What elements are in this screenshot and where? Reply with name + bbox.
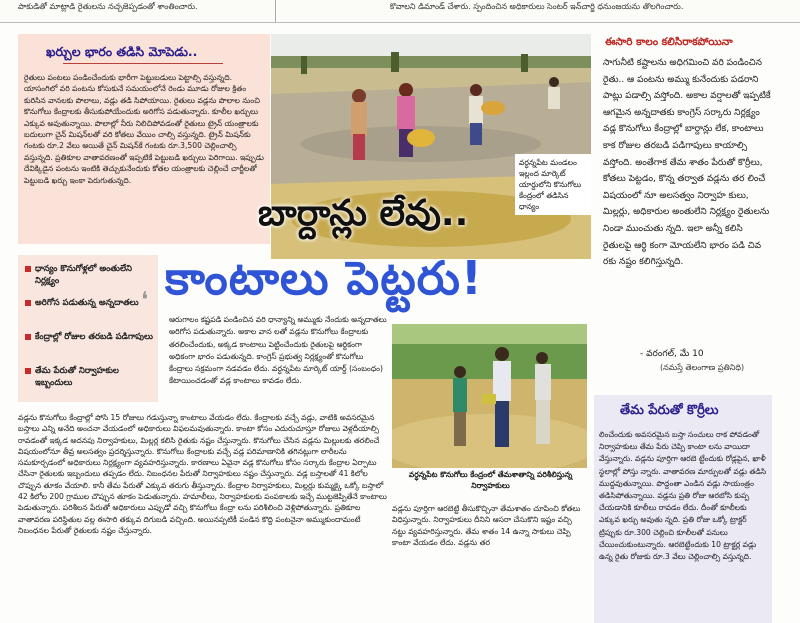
- bullet-item: కేంద్రాల్లో రోజుల తరబడి పడిగాపులు: [25, 331, 153, 343]
- strip-left-text: పాకుడితో మాట్లాడి రైతులను నచ్చజెప్పడంతో శాంతించారు.: [18, 2, 198, 11]
- bullet-item: తేమ పేరుతో నిర్వాహకుల ఇబ్బందులు: [25, 365, 153, 389]
- bullet-item: ధాన్యం కొనుగోళ్లలో అంతులేని నిర్లక్ష్యం: [25, 263, 153, 287]
- highlights-box: [18, 255, 158, 402]
- photo-caption: వర్ధన్నపేట మండలం ఇల్లంద మార్కెట్ యార్డులోని కొనుగోలు కేంద్రంలో తడిసిన ధాన్యం: [515, 154, 591, 215]
- expenses-sidebar: [18, 34, 270, 244]
- right-column-heading: ఈసారి కాలం కలిసిరాకపోయినా: [605, 36, 733, 48]
- dateline: - వరంగల్, మే 10: [640, 349, 704, 359]
- headline-line2: కాంటాలు పెట్టరు!: [165, 251, 483, 305]
- moisture-title: తేమ పేరుతో కొర్రీలు: [620, 403, 719, 418]
- photo2-caption: వర్ధన్నపేట కొనుగోలు కేంద్రంలో తేమశాతాన్ని పరిశీలిస్తున్న నిర్వాహకులు: [408, 470, 573, 490]
- strip-right-text: కొవాలని డిమాండ్ చేశారు. స్పందించిన అధికారులు సెంటర్ ఇన్‌చార్జి ధనుంజయను తొలగించారు.: [390, 2, 684, 11]
- moisture-body: లించేందుకు అవసరమైన బస్తా సంచులు రాక పోవడంతో నిర్వాహకులు తేమ పేరు చెప్పి కాంటా లను వాయిదా వేస్తున్నారు. వడ్లను పూర్తిగా ఆరబె ట్టేందుకు రోడ్లపైన, ఖాళీ స్థలాల్లో పోస్తు న్నారు. వాతావరణ మార్పులతో వడ్లు తడిసి ముద్దవుతున్నాయి. పొద్దంతా ఎండిన వడ్లు సాయంత్రం తడిసిపోతున్నాయి. వడ్లను ప్రతి రోజు ఆరబోసి కుప్ప చేయడానికి కూలీలు రావడం లేదు. దీంతో కూలీలకు ఎక్కువ ఖర్చు అవుతు న్నది. ప్రతి రోజు ఒక్కో ట్రాక్టర్ ట్రిప్పుకు రూ.300 చెల్లించి కూలీలతో పనులు చేయించుకుంటున్నారు. ఆరబెట్టేందుకు 10 ట్రాక్టర్ల వడ్లు ఉన్న రైతు రోజుకు రూ.3 వేలు చెల్లించాల్సి వస్తున్నది.: [599, 430, 767, 562]
- moisture-check-illustration: [392, 324, 587, 468]
- expenses-title: ఖర్చుల భారం తడిసి మోపెడు..: [46, 44, 198, 59]
- main-article-body: వడ్లను కొనుగోలు కేంద్రాల్లో పోసి 15 రోజులు గడుస్తున్నా కాంటాలు వేయడం లేదు. కేంద్రాలకు వచ్చే వడ్లు, వాటికి అవసరమైన బస్తాలు ఎన్ని అనేది అంచనా వేయడంలో అధికారులు విఫలమవుతున్నారు. కాంటా కోసం ఎదురుచూస్తూ రోజులు వెళ్లదీయాల్సి రావడంతో ఇక్కడ అదనపు నిర్వాహకులు, మిల్లర్ల కలిసి రైతుకు నష్టం చేస్తున్నారు. కొనుగోలు చేసిన వడ్లను మిల్లులకు తరలించే విషయంలోనూ తీవ్ర అలసత్వం ప్రదర్శిస్తున్నారు. కొనుగోలు కేంద్రాలకు వచ్చే వడ్ల పరిమాణానికి తగినట్లుగా లారీలను సమకూర్చడంలో అధికారులు నిర్లక్ష్యంగా వ్యవహరిస్తున్నారు. కారణాలు ఏవైనా వడ్ల కొనుగోలు కోసం సర్కారు కేంద్రాల ఏర్పాటు చేసినా రైతులకు ఇబ్బందులు తప్పడం లేదు. నిబంధనల పేరుతో నిర్వాహకులు నష్టం చేస్తున్నారు. వడ్ల బస్తాలతో 41 కిలోల చొప్పున తూకం వేయాలి. కానీ తేమ పేరుతో ఎక్కువ తరుగు తీస్తున్నారు. కేంద్రాల నిర్వాహకులు, మిల్లర్లు కుమ్మక్కై ఒక్కో బస్తాలో 42 కిలోల 200 గ్రాముల చొప్పున తూకం పెడుతున్నారు. హమాలీలు, నిర్వాహకులకు పంపకాలకు ఇచ్చే ముట్టజెప్పితేనే కాంటాలు పెడుతున్నారు. పరిశీలన పేరుతో అధికారులు ఎప్పుడో వచ్చి కొనుగోలు కేంద్రా లను పరిశీలించి వెళ్లిపోతున్నారు. ప్రతికూల వాతావరణ పరిస్థితుల వల్ల ఈసారి తక్కువ దిగుబడి వచ్చింది. అయినప్పటికీ పండిన కొద్ది పంటనైనా అమ్ముకుందామంటే నిబంధనల పేరుతో రైతులకు నష్టం చేస్తున్నారు.: [18, 413, 387, 535]
- expenses-body: రైతులు పంటలు పండించేందుకు భారీగా పెట్టుబడులు పెట్టాల్సి వస్తున్నది. యాసంగిలో వరి పంటను కోసుకునే సమయంలోనే రెండు మూడు రోజుల క్రితం కురిసిన వానలకు పొలాలు, వడ్లు తడి సిపోయాయి. రైతులు వడ్లను పొలాల నుంచి కొనుగోలు కేంద్రాలకు తీసుకుపోయేందుకు అరిగోస పడుతున్నారు. కూలీల ఖర్చులు ఎక్కువ అవుతున్నాయి. పొలాల్లో నీరు నిలిచిపోవడంతో రైతులు ట్రైన్ యంత్రాలకు బదులుగా చైన్ మిషన్‌లతో వరి కోతలు వేయిం చాల్సి వస్తున్నది. ట్రైన్ మిషన్‌కు గంటకు రూ.2 వేలు అయితే చైన్ మిషన్‌కే గంటకు రూ.3,500 చెల్లించాల్సి వస్తున్నది. ప్రతికూల వాతావరణంతో ఇప్పటికే పెట్టుబడి ఖర్చులు పెరిగాయి. ఇప్పుడు దేవిక్కిడైన పంటను ఇంటికి తెచ్చుకునేందుకు కోతల యంత్రాలకు చెల్లించే చార్జీలతో పెట్టుబడి ఖర్చు ఇంకా పెరుగుతున్నది.: [24, 73, 264, 185]
- title-underline: [63, 63, 223, 64]
- quote-mark-icon: ❛: [141, 288, 149, 313]
- news-source: (నమస్తే తెలంగాణ ప్రతినిధి): [660, 363, 745, 372]
- bullet-item: అరిగోస పడుతున్న అన్నదాతలు: [25, 297, 153, 309]
- previous-article-strip: [0, 0, 800, 23]
- moisture-sidebar: [594, 395, 772, 623]
- article-continuation: వడ్లను పూర్తిగా ఆరబెట్టి తీసుకొచ్చినా తేమశాతం చూపించి కోతలు విధిస్తున్నారు. నిర్వాహకులు దీనిని ఆసరా చేసుకొని ఇష్టం వచ్చి నట్టు వ్యవహరిస్తున్నారు. తేమ శాతం 14 ఉన్నా సాకులు చెప్పి కాంటా వేయడం లేదు. వడ్లను తర: [392, 504, 581, 547]
- column-divider: [275, 0, 276, 22]
- moisture-check-photo: [392, 324, 587, 468]
- headline-line1: బార్దాన్లు లేవు..: [258, 193, 469, 234]
- right-column-body: సాగునీటి కష్టాలను అధిగమించి వరి పండించిన రైతు.. ఆ పంటను అమ్ము కునేందుకు పడరాని పాట్లు పడాల్సి వస్తోంది. అకాల వర్షాలతో ఇప్పటికే ఆగమైన అన్నదాతకు కాంగ్రెస్ సర్కారు నిర్లక్ష్యం వడ్ల కొనుగోలు కేంద్రాల్లో బార్దాన్లు లేక, కాంటాలు కాక రోజుల తరబడి పడిగాపులు కాయాల్సి వస్తోంది. అంతేగాక తేమ శాతం పేరుతో కొర్రీలు, కోతలు పెట్టడం, కొన్న తర్వాత వడ్లను తర లించే విషయంలో నూ అలసత్వం నిర్వాహ కులు, మిల్లర్లు, అధికారుల అంతులేని నిర్లక్ష్యం రైతులను నిండా ముంచుతు న్నది. ఇలా అన్నీ కలిసి రైతులపై ఆర్థి కంగా మోయలేని భారం పడి చివ రకు నష్టం కలిగిస్తున్నది.: [603, 58, 771, 268]
- intro-paragraph: ఆరుగాలం కష్టపడి పండించిన వరి ధాన్యాన్ని అమ్ముకు నేందుకు అన్నదాతలు అరిగోస పడుతున్నారు. అకాల వాన లతో వడ్లను కొనుగోలు కేంద్రాలకు తరలించేందుకు, అక్కడ కాంటాలు పెట్టించేందుకు రైతులపై ఆర్థికంగా అధికంగా భారం పడుతున్నది. కాంగ్రెస్ ప్రభుత్వ నిర్లక్ష్యంతో కొనుగోలు కేంద్రాలు సక్రమంగా నడవడం లేదు. వర్ధన్నపేట మార్కెట్ యార్డ్ (సంబంధం) కేటాయించడంతో వడ్ల కాంటాలు కావడం లేదు.: [169, 315, 387, 386]
